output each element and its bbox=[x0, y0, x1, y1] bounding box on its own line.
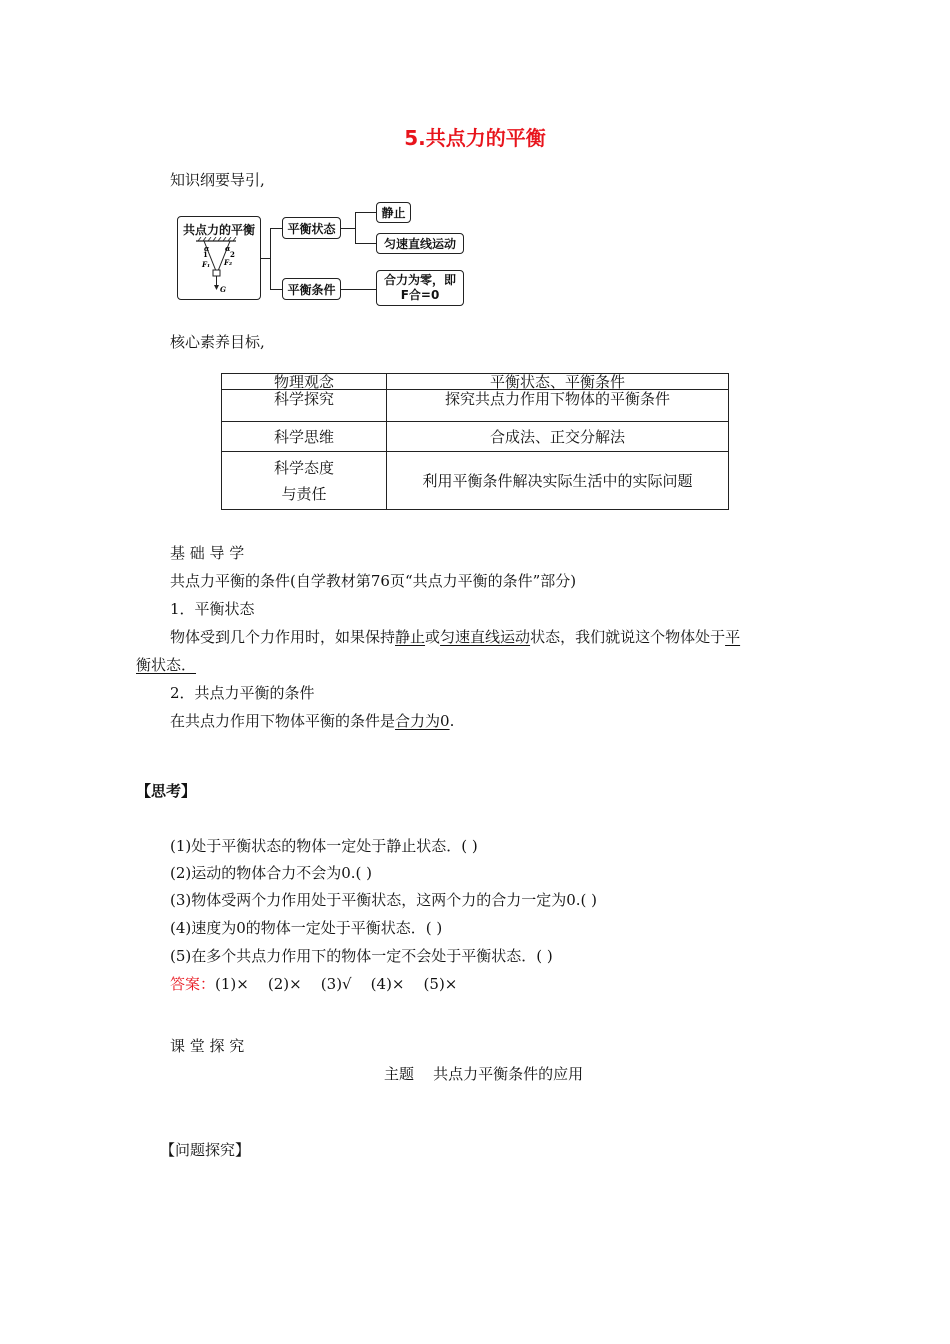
blank-uniform-motion: 匀速直线运动 bbox=[440, 628, 531, 646]
leaf-net-force-zero bbox=[376, 270, 464, 306]
force-figure bbox=[178, 237, 260, 297]
leaf-static: 静止 bbox=[376, 202, 411, 223]
connector bbox=[355, 212, 356, 244]
blank-equilibrium-end: 衡状态． bbox=[136, 656, 197, 674]
item2-paragraph bbox=[170, 711, 454, 731]
think-question: (3)物体受两个力作用处于平衡状态，这两个力的合力一定为0.( ) bbox=[170, 891, 598, 909]
net-force-line2: F合=0 bbox=[400, 288, 440, 302]
goal-category-line2: 与责任 bbox=[281, 484, 327, 503]
rope1-label: 1 bbox=[203, 250, 208, 259]
item1-title: 1．平衡状态 bbox=[170, 600, 255, 618]
think-answer bbox=[170, 974, 457, 994]
connector bbox=[341, 228, 356, 229]
blank-net-force-zero: 合力为0 bbox=[395, 712, 450, 730]
connector bbox=[355, 243, 376, 244]
think-question: (5)在多个共点力作用下的物体一定不会处于平衡状态．( ) bbox=[170, 947, 553, 965]
branch-equilibrium-condition: 平衡条件 bbox=[282, 278, 341, 300]
answer-text: (1)× (2)× (3)√ (4)× (5)× bbox=[215, 975, 458, 993]
rope2-label: 2 bbox=[230, 250, 235, 259]
alpha-right-label: α bbox=[225, 244, 231, 253]
table-row bbox=[222, 390, 729, 422]
page-title: 5.共点力的平衡 bbox=[404, 126, 546, 150]
f2-label: F₂ bbox=[224, 258, 233, 267]
connector bbox=[270, 289, 282, 290]
table-row bbox=[222, 374, 729, 390]
goal-content: 利用平衡条件解决实际生活中的实际问题 bbox=[387, 452, 729, 510]
g-label: G bbox=[220, 285, 226, 294]
item2-text: . bbox=[449, 712, 455, 730]
item2-text: 在共点力作用下物体平衡的条件是 bbox=[170, 712, 396, 730]
item1-text: 或 bbox=[425, 628, 441, 646]
goal-category: 科学思维 bbox=[222, 422, 387, 452]
answer-label: 答案： bbox=[170, 975, 216, 993]
connector bbox=[341, 289, 376, 290]
connector bbox=[270, 228, 271, 290]
item1-paragraph bbox=[170, 627, 740, 647]
blank-equilibrium-start: 平 bbox=[725, 628, 741, 646]
item2-title: 2．共点力平衡的条件 bbox=[170, 684, 315, 702]
goal-category bbox=[222, 452, 387, 510]
topic-title: 主题 共点力平衡条件的应用 bbox=[384, 1065, 584, 1083]
goals-label: 核心素养目标, bbox=[170, 333, 265, 351]
item1-text: 物体受到几个力作用时，如果保持 bbox=[170, 628, 396, 646]
think-question: (1)处于平衡状态的物体一定处于静止状态．( ) bbox=[170, 837, 478, 855]
think-question: (4)速度为0的物体一定处于平衡状态．( ) bbox=[170, 919, 443, 937]
section-subheading: 共点力平衡的条件(自学教材第76页“共点力平衡的条件”部分) bbox=[170, 572, 577, 590]
f1-label: F₁ bbox=[202, 260, 211, 269]
connector bbox=[355, 212, 376, 213]
goal-category-line1: 科学态度 bbox=[273, 458, 334, 477]
goal-content: 探究共点力作用下物体的平衡条件 bbox=[387, 390, 729, 422]
guide-label: 知识纲要导引, bbox=[170, 171, 265, 189]
goal-category: 科学探究 bbox=[222, 390, 387, 422]
goal-content: 合成法、正交分解法 bbox=[387, 422, 729, 452]
table-row bbox=[222, 452, 729, 510]
section-heading-basic: 基 础 导 学 bbox=[170, 544, 245, 562]
problem-heading: 【问题探究】 bbox=[160, 1141, 251, 1159]
main-concept-label: 共点力的平衡 bbox=[182, 223, 255, 237]
think-heading: 【思考】 bbox=[136, 782, 197, 800]
alpha-left-label: α bbox=[204, 244, 210, 253]
item1-text: 状态，我们就说这个物体处于 bbox=[530, 628, 726, 646]
main-concept-box bbox=[177, 216, 261, 300]
think-question: (2)运动的物体合力不会为0.( ) bbox=[170, 864, 373, 882]
goal-category: 物理观念 bbox=[222, 374, 387, 390]
connector bbox=[270, 228, 282, 229]
leaf-uniform-motion: 匀速直线运动 bbox=[376, 233, 464, 254]
blank-static: 静止 bbox=[395, 628, 426, 646]
table-row bbox=[222, 422, 729, 452]
core-goals-table bbox=[221, 373, 729, 510]
branch-equilibrium-state: 平衡状态 bbox=[282, 217, 341, 239]
goal-content: 平衡状态、平衡条件 bbox=[387, 374, 729, 390]
net-force-line1: 合力为零，即 bbox=[383, 273, 456, 287]
item1-paragraph-cont bbox=[136, 655, 196, 675]
section-heading-class: 课 堂 探 究 bbox=[170, 1037, 245, 1055]
